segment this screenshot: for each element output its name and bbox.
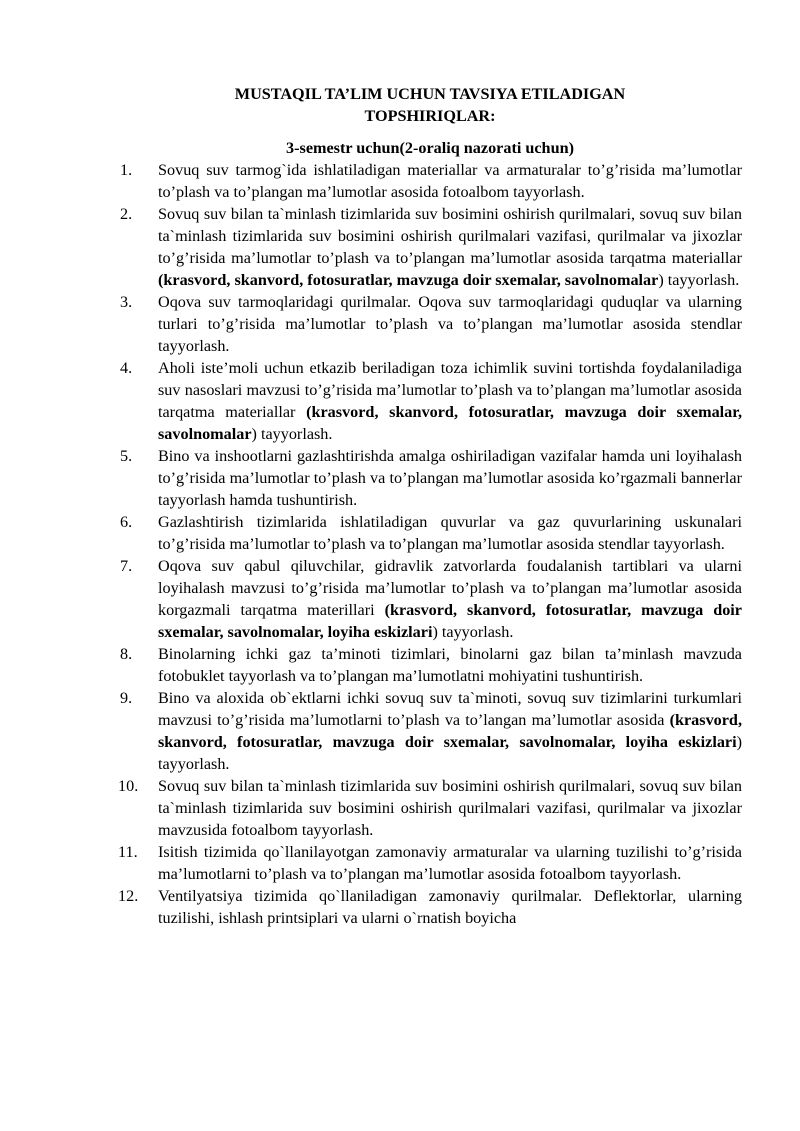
task-number: 3. <box>120 293 133 311</box>
task-number: 2. <box>120 205 133 223</box>
document-title-line-2: TOPSHIRIQLAR: <box>364 107 496 125</box>
task-number: 7. <box>120 557 133 575</box>
task-item-12 <box>118 885 742 929</box>
task-number: 12. <box>118 887 139 905</box>
task-text-bold: (krasvord, skanvord, fotosuratlar, mavzuga doir sxemalar, savolnomalar <box>158 403 743 443</box>
task-number: 1. <box>120 161 133 179</box>
task-text: Sovuq suv tarmog`ida ishlatiladigan materiallar va armaturalar to’g’risida ma’lumotlar to’plash va to’plangan ma’lumotlar asosida fotoalbom tayyorlash. <box>158 161 742 201</box>
task-text-bold: (krasvord, skanvord, fotosuratlar, mavzuga doir sxemalar, savolnomalar, loyiha eskizlari <box>158 711 742 751</box>
task-text-end: ) tayyorlash. <box>658 271 740 289</box>
task-text: Binolarning ichki gaz ta’minoti tizimlari, binolarni gaz bilan ta’minlash mavzuda fotobuklet tayyorlash va to’plangan ma’lumotlatni mohiyatini tushuntirish. <box>158 645 742 685</box>
task-number: 6. <box>120 513 133 531</box>
task-text-end: ) tayyorlash. <box>432 623 514 641</box>
task-number: 8. <box>120 645 133 663</box>
task-text: Gazlashtirish tizimlarida ishlatiladigan quvurlar va gaz quvurlarining uskunalari to’g’risida ma’lumotlar to’plash va to’plangan ma’lumotlar asosida stendlar tayyorlash. <box>158 513 742 553</box>
task-text: Ventilyatsiya tizimida qo`llaniladigan zamonaviy qurilmalar. Deflektorlar, ularning tuzilishi, ishlash printsiplari va ularni o`rnatish boyicha <box>158 887 742 927</box>
task-item-8 <box>120 643 742 687</box>
task-number: 11. <box>118 843 138 861</box>
task-item-10 <box>118 775 742 841</box>
task-text: Oqova suv qabul qiluvchilar, gidravlik zatvorlarda foudalanish tartiblari va ularni loyihalash mavzusi to’g’risida ma’lumotlar to’plash va to’plangan ma’lumotlar asosida korgazmali tarqatma materillari <box>158 557 742 619</box>
task-item-1 <box>120 159 742 203</box>
task-number: 9. <box>120 689 133 707</box>
task-list <box>118 159 743 929</box>
task-number: 4. <box>120 359 133 377</box>
task-text: Oqova suv tarmoqlaridagi qurilmalar. Oqova suv tarmoqlaridagi quduqlar va ularning turlari to’g’risida ma’lumotlar to’plash va to’plangan ma’lumotlar asosida stendlar tayyorlash. <box>158 293 742 355</box>
task-item-9 <box>120 687 742 775</box>
task-text: Sovuq suv bilan ta`minlash tizimlarida suv bosimini oshirish qurilmalari, sovuq suv bilan ta`minlash tizimlarida suv bosimini oshirish qurilmalari vazifasi, qurilmalar va jixozlar to’g’risida ma’lumotlar to’plash va to’plangan ma’lumotlar asosida tarqatma materiallar <box>158 205 742 267</box>
task-item-3 <box>120 291 742 357</box>
document-subtitle: 3-semestr uchun(2-oraliq nazorati uchun) <box>286 139 574 157</box>
task-text-bold: (krasvord, skanvord, fotosuratlar, mavzuga doir sxemalar, savolnomalar, loyiha eskizlari <box>158 601 742 641</box>
task-text: Bino va inshootlarni gazlashtirishda amalga oshiriladigan vazifalar hamda uni loyihalash to’g’risida ma’lumotlar to’plash va to’plangan ma’lumotlar asosida ko’rgazmali bannerlar tayyorlash hamda tushuntirish. <box>158 447 742 509</box>
task-item-4 <box>120 357 743 445</box>
task-item-11 <box>118 841 742 885</box>
task-text-end: ) tayyorlash. <box>158 733 742 773</box>
document-title-line-1: MUSTAQIL TA’LIM UCHUN TAVSIYA ETILADIGAN <box>234 85 626 103</box>
task-text-end: ) tayyorlash. <box>251 425 333 443</box>
task-text-bold: (krasvord, skanvord, fotosuratlar, mavzuga doir sxemalar, savolnomalar <box>158 271 659 289</box>
document-title <box>120 83 740 127</box>
task-item-2 <box>120 203 742 291</box>
task-text: Bino va aloxida ob`ektlarni ichki sovuq suv ta`minoti, sovuq suv tizimlarini turkumlari mavzusi to’g’risida ma’lumotlarni to’plash va to’langan ma’lumotlar asosida <box>158 689 742 729</box>
task-number: 5. <box>120 447 133 465</box>
task-number: 10. <box>118 777 139 795</box>
task-item-7 <box>120 555 742 643</box>
task-item-5 <box>120 445 742 511</box>
task-text: Aholi iste’moli uchun etkazib beriladigan toza ichimlik suvini tortishda foydalaniladiga suv nasoslari mavzusi to’g’risida ma’lumotlar to’plash va to’plangan ma’lumotlar asosida tarqatma materiallar <box>158 359 742 421</box>
task-text: Sovuq suv bilan ta`minlash tizimlarida suv bosimini oshirish qurilmalari, sovuq suv bilan ta`minlash tizimlarida suv bosimini oshirish qurilmalari vazifasi, qurilmalar va jixozlar mavzusida fotoalbom tayyorlash. <box>158 777 742 839</box>
task-item-6 <box>120 511 742 555</box>
task-text: Isitish tizimida qo`llanilayotgan zamonaviy armaturalar va ularning tuzilishi to’g’risida ma’lumotlarni to’plash va to’plangan ma’lumotlar asosida fotoalbom tayyorlash. <box>158 843 742 883</box>
